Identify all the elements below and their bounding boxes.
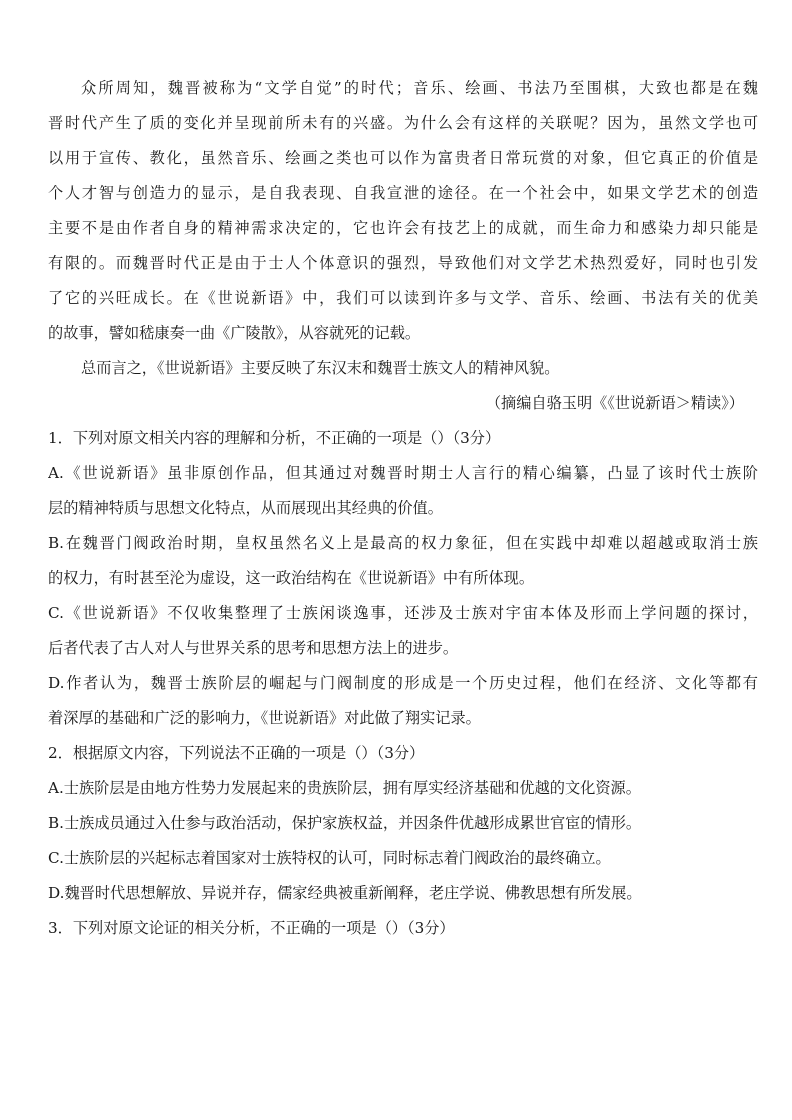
passage-line: 了它的兴旺成长。在《世说新语》中，我们可以读到许多与文学、音乐、绘画、书法有关的优美 — [48, 289, 758, 307]
passage-paragraph-2: 总而言之，《世说新语》主要反映了东汉末和魏晋士族文人的精神风貌。 — [81, 359, 560, 377]
passage-line: 众所周知，魏晋被称为“文学自觉”的时代；音乐、绘画、书法乃至围棋，大致也都是在魏 — [81, 79, 758, 97]
option-text: B.在魏晋门阀政治时期，皇权虽然名义上是最高的权力象征，但在实践中却难以超越或取消士族 — [48, 534, 758, 552]
option-text: C.《世说新语》不仅收集整理了士族闲谈逸事，还涉及士族对宇宙本体及形而上学问题的探讨， — [48, 604, 758, 622]
option-text: A.《世说新语》虽非原创作品，但其通过对魏晋时期士人言行的精心编纂，凸显了该时代士族阶 — [48, 464, 758, 482]
option-text: D.作者认为，魏晋士族阶层的崛起与门阀制度的形成是一个历史过程，他们在经济、文化等都有 — [48, 674, 758, 692]
passage-line: 以用于宣传、教化，虽然音乐、绘画之类也可以作为富贵者日常玩赏的对象，但它真正的价值是 — [48, 149, 758, 167]
option-text: 的权力，有时甚至沦为虚设，这一政治结构在《世说新语》中有所体现。 — [48, 569, 534, 587]
passage-line: 的故事，譬如嵇康奏一曲《广陵散》，从容就死的记载。 — [48, 324, 421, 342]
option-c[interactable]: C.士族阶层的兴起标志着国家对士族特权的认可，同时标志着门阀政治的最终确立。 — [48, 849, 611, 867]
passage-line: 有限的。而魏晋时代正是由于士人个体意识的强烈，导致他们对文学艺术热烈爱好，同时也引发 — [48, 254, 758, 272]
passage-source: （摘编自骆玉明《《世说新语＞精读》） — [485, 394, 744, 412]
question-stem: 1．下列对原文相关内容的理解和分析，不正确的一项是（）（3分） — [48, 429, 501, 447]
option-b[interactable]: B.士族成员通过入仕参与政治活动，保护家族权益，并因条件优越形成累世官宦的情形。 — [48, 814, 642, 832]
option-d[interactable]: D.魏晋时代思想解放、异说并存，儒家经典被重新阐释，老庄学说、佛教思想有所发展。 — [48, 884, 642, 902]
question-stem: 3．下列对原文论证的相关分析，不正确的一项是（）（3分） — [48, 919, 455, 937]
option-a[interactable]: A.士族阶层是由地方性势力发展起来的贵族阶层，拥有厚实经济基础和优越的文化资源。 — [48, 779, 641, 797]
question-stem: 2．根据原文内容，下列说法不正确的一项是（）（3分） — [48, 744, 425, 762]
passage-line: 晋时代产生了质的变化并呈现前所未有的兴盛。为什么会有这样的关联呢？因为，虽然文学也可 — [48, 114, 758, 132]
passage-line: 个人才智与创造力的显示，是自我表现、自我宣泄的途径。在一个社会中，如果文学艺术的创造 — [48, 184, 758, 202]
option-text: 后者代表了古人对人与世界关系的思考和思想方法上的进步。 — [48, 639, 459, 657]
option-text: 着深厚的基础和广泛的影响力，《世说新语》对此做了翔实记录。 — [48, 709, 481, 727]
passage-line: 主要不是由作者自身的精神需求决定的，它也许会有技艺上的成就，而生命力和感染力却只能是 — [48, 219, 758, 237]
option-text: 层的精神特质与思想文化特点，从而展现出其经典的价值。 — [48, 499, 443, 517]
